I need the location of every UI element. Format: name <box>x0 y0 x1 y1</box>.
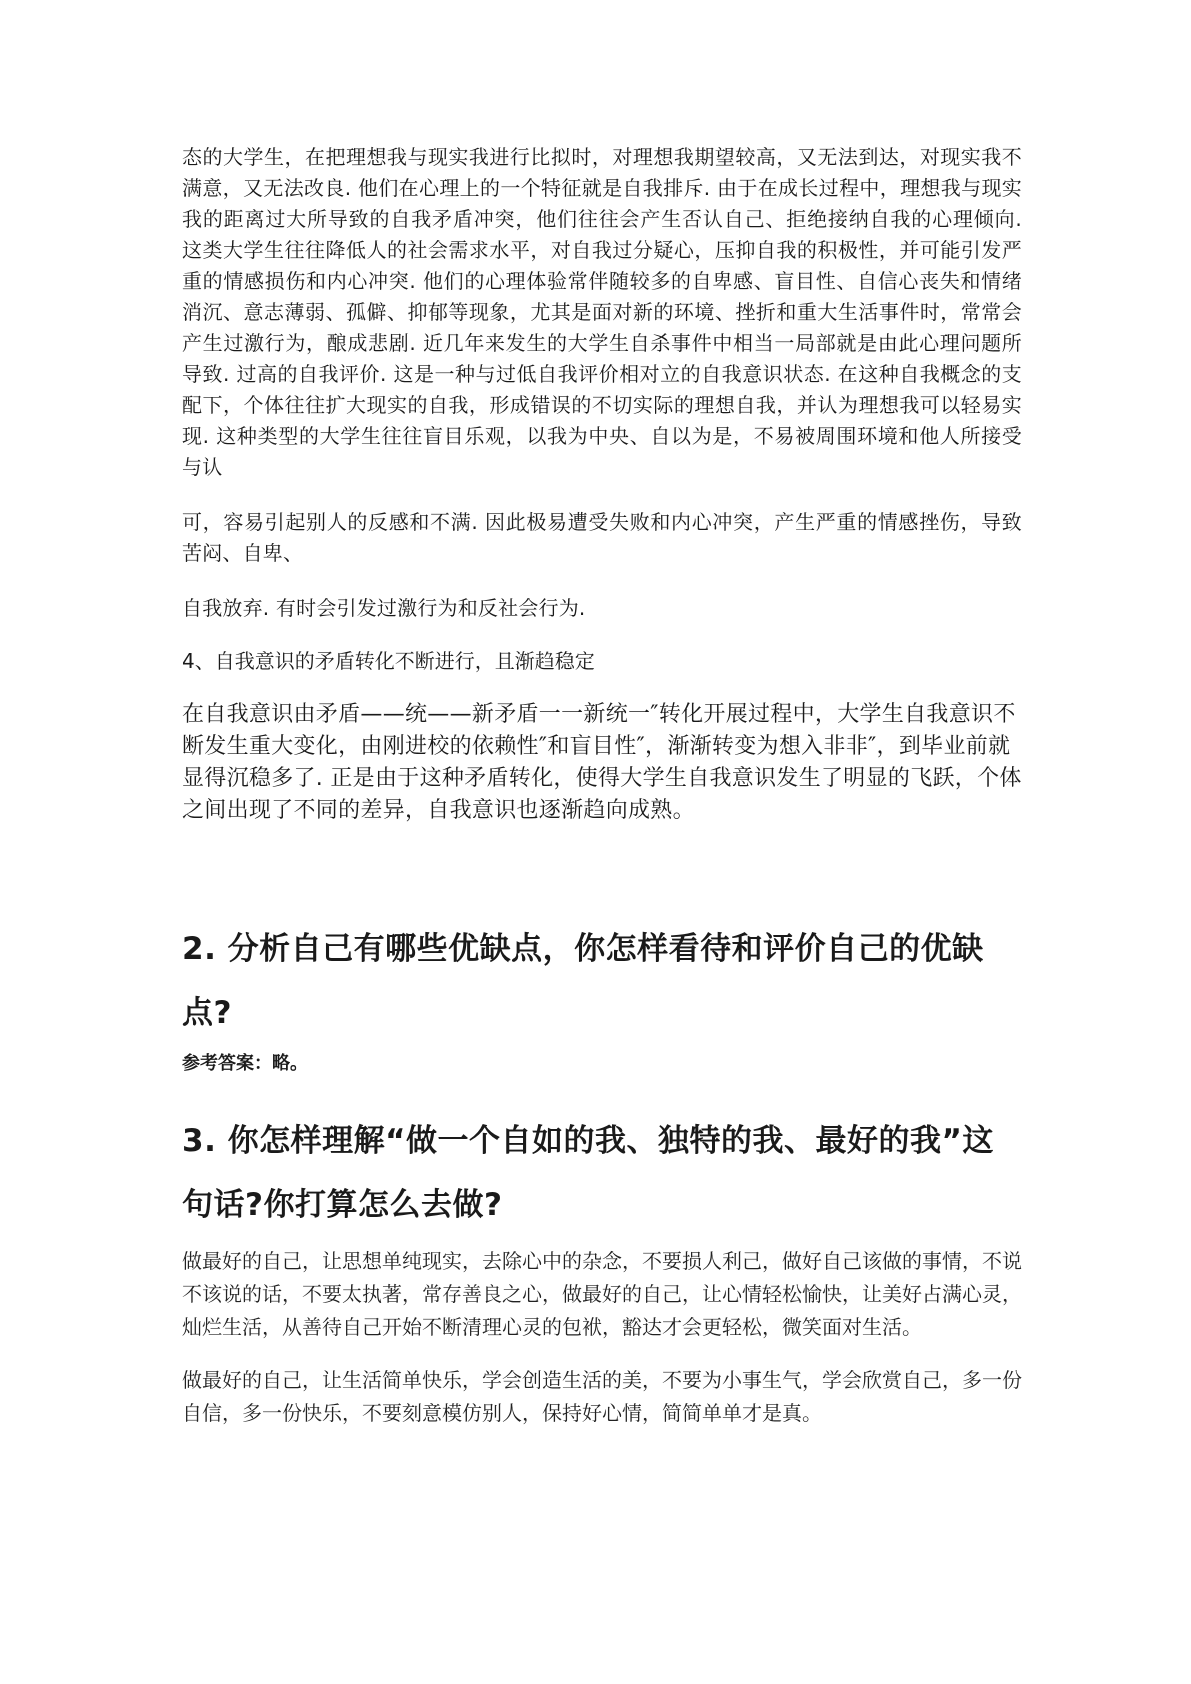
question-2-line2: 点? <box>182 995 232 1031</box>
question-3-heading <box>182 1109 1022 1237</box>
paragraph-self-evaluation: 态的大学生，在把理想我与现实我进行比拟时，对理想我期望较高，又无法到达，对现实我不满意，又无法改良. 他们在心理上的一个特征就是自我排斥. 由于在成长过程中，理想我与现实我的距离过大所导致的自我矛盾冲突，他们往往会产生否认自己、拒绝接纳自我的心理倾向. 这类大学生往往降低人的社会需求水平，对自我过分疑心，压抑自我的积极性，并可能引发严重的情感损伤和内心冲突. 他们的心理体验常伴随较多的自卑感、盲目性、自信心丧失和情绪消沉、意志薄弱、孤僻、抑郁等现象，尤其是面对新的环境、挫折和重大生活事件时，常常会产生过激行为，酿成悲剧. 近几年来发生的大学生自杀事件中相当一局部就是由此心理问题所导致. 过高的自我评价. 这是一种与过低自我评价相对立的自我意识状态. 在这种自我概念的支配下，个体往往扩大现实的自我，形成错误的不切实际的理想自我，并认为理想我可以轻易实现. 这种类型的大学生往往盲目乐观，以我为中央、自以为是，不易被周围环境和他人所接受与认 <box>182 145 1022 479</box>
subheading-contradiction: 4、自我意识的矛盾转化不断进行，且渐趋稳定 <box>182 649 595 673</box>
question-3-answer-1: 做最好的自己，让思想单纯现实，去除心中的杂念，不要损人利己，做好自己该做的事情，不说不该说的话，不要太执著，常存善良之心，做最好的自己，让心情轻松愉快，让美好占满心灵，灿烂生活，从善待自己开始不断清理心灵的包袱，豁达才会更轻松，微笑面对生活。 <box>182 1249 1022 1339</box>
paragraph-self-abandon: 自我放弃. 有时会引发过激行为和反社会行为. <box>182 596 586 620</box>
question-3-line2: 句话?你打算怎么去做? <box>182 1187 503 1223</box>
question-3-answer-2: 做最好的自己，让生活简单快乐，学会创造生活的美，不要为小事生气，学会欣赏自己，多一份自信，多一份快乐，不要刻意模仿别人，保持好心情，简简单单才是真。 <box>182 1368 1022 1425</box>
paragraph-continuation: 可，容易引起别人的反感和不满. 因此极易遭受失败和内心冲突，产生严重的情感挫伤，导致苦闷、自卑、 <box>182 510 1022 565</box>
question-3-line1: 3. 你怎样理解“做一个自如的我、独特的我、最好的我”这 <box>182 1123 994 1159</box>
question-2-heading <box>182 917 1022 1045</box>
paragraph-transformation: 在自我意识由矛盾——统——新矛盾一一新统一″转化开展过程中，大学生自我意识不断发生重大变化，由刚进校的依赖性″和盲目性″，渐渐转变为想入非非″，到毕业前就显得沉稳多了. 正是由于这种矛盾转化，使得大学生自我意识发生了明显的飞跃，个体之间出现了不同的差异，自我意识也逐渐趋向成熟。 <box>182 702 1022 823</box>
question-2-line1: 2. 分析自己有哪些优缺点，你怎样看待和评价自己的优缺 <box>182 931 984 967</box>
question-2-answer: 参考答案：略。 <box>182 1053 308 1074</box>
document-page <box>182 142 1022 1430</box>
